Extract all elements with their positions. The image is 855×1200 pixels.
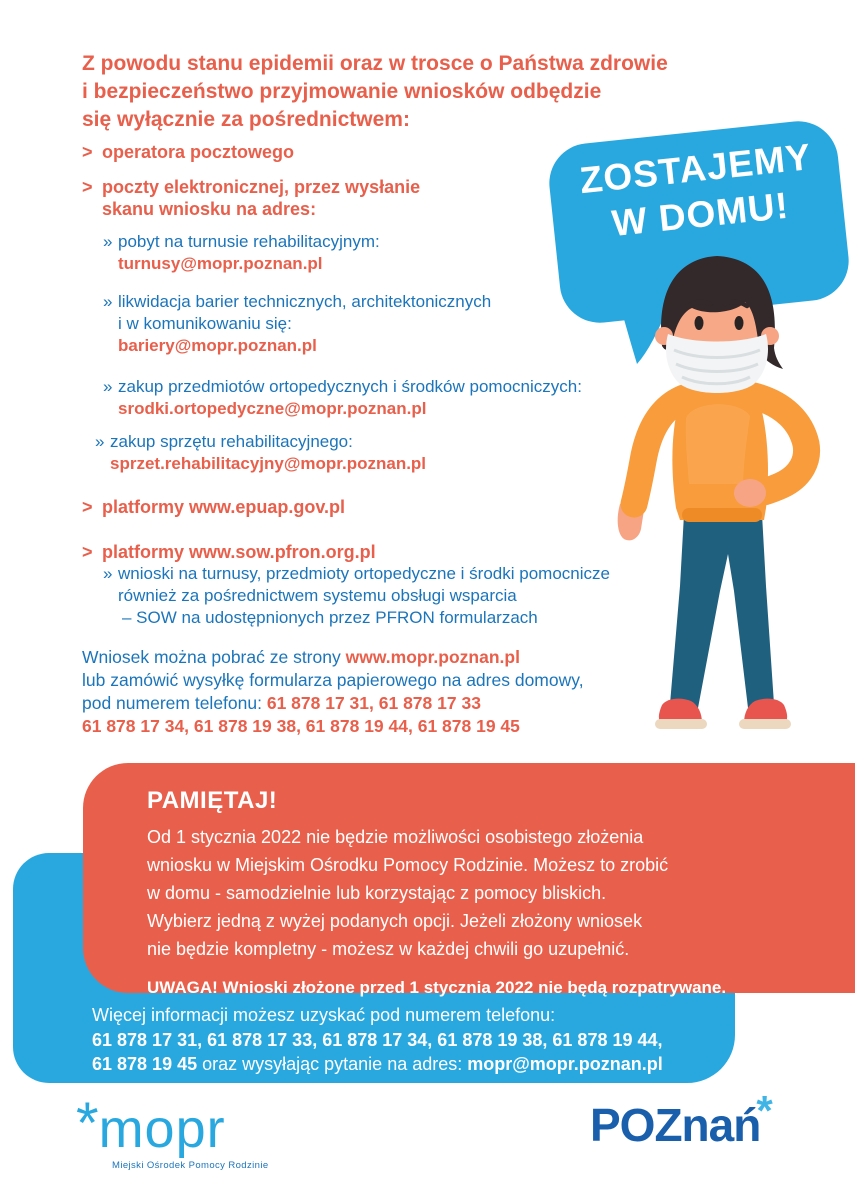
- chevron-bullet-icon: >: [82, 142, 93, 162]
- download-info: [82, 646, 584, 738]
- sow-note-line: wnioski na turnusy, przedmioty ortopedyczne i środki pomocnicze: [118, 564, 610, 583]
- mail-item-srodki: [103, 376, 582, 420]
- poznan-logo-text: POZnań: [590, 1099, 761, 1151]
- info-phone-numbers: 61 878 17 31, 61 878 17 33, 61 878 17 34, 61 878 19 38, 61 878 19 44,: [92, 1029, 663, 1050]
- guillemet-bullet-icon: »: [103, 292, 113, 311]
- guillemet-bullet-icon: »: [103, 232, 113, 251]
- download-text: Wniosek można pobrać ze strony: [82, 647, 346, 667]
- phone-numbers: 61 878 17 31, 61 878 17 33: [266, 693, 481, 713]
- mopr-logo-text: mopr: [98, 1099, 226, 1159]
- intro-line: się wyłącznie za pośrednictwem:: [82, 108, 410, 131]
- asterisk-icon: *: [76, 1091, 99, 1156]
- guillemet-bullet-icon: »: [95, 432, 105, 451]
- chevron-bullet-icon: >: [82, 497, 93, 517]
- channel-label: poczty elektronicznej, przez wysłanie: [102, 177, 421, 197]
- reminder-title: PAMIĘTAJ!: [147, 787, 278, 814]
- reminder-line: Wybierz jedną z wyżej podanych opcji. Jeżeli złożony wniosek: [147, 911, 643, 931]
- email-address: sprzet.rehabilitacyjny@mopr.poznan.pl: [110, 454, 427, 473]
- website-link: www.mopr.poznan.pl: [345, 647, 520, 667]
- reminder-line: wniosku w Miejskim Ośrodku Pomocy Rodzinie. Możesz to zrobić: [147, 855, 669, 875]
- chevron-bullet-icon: >: [82, 542, 93, 562]
- mail-item-label: zakup sprzętu rehabilitacyjnego:: [110, 432, 353, 451]
- mail-item-bariery: [103, 291, 491, 357]
- chevron-bullet-icon: >: [82, 177, 93, 197]
- reminder-box: [83, 763, 855, 997]
- info-phone-numbers: 61 878 19 45: [92, 1054, 198, 1074]
- left-shoe-sole: [655, 719, 707, 729]
- email-address: srodki.ortopedyczne@mopr.poznan.pl: [118, 399, 427, 418]
- sow-note-line: również za pośrednictwem systemu obsługi wsparcia: [118, 586, 517, 605]
- reminder-line: w domu - samodzielnie lub korzystając z pomocy bliskich.: [147, 883, 607, 903]
- channel-label: skanu wniosku na adres:: [102, 199, 317, 219]
- right-fist: [734, 479, 766, 507]
- left-eye: [695, 316, 704, 330]
- channel-label: operatora pocztowego: [102, 142, 295, 162]
- right-eye: [735, 316, 744, 330]
- mail-item-label: zakup przedmiotów ortopedycznych i środków pomocniczych:: [118, 377, 582, 396]
- intro-line: i bezpieczeństwo przyjmowanie wniosków odbędzie: [82, 80, 602, 103]
- mail-item-label: i w komunikowaniu się:: [118, 314, 292, 333]
- mopr-logo: [76, 1091, 269, 1171]
- channel-item-email: [82, 176, 420, 220]
- reminder-body: [147, 823, 825, 963]
- bubble-line: W DOMU!: [609, 184, 791, 245]
- sweater-hem: [682, 508, 762, 522]
- download-text: pod numerem telefonu:: [82, 693, 267, 713]
- mail-item-label: pobyt na turnusie rehabilitacyjnym:: [118, 232, 380, 251]
- asterisk-icon: *: [756, 1087, 773, 1134]
- email-address: turnusy@mopr.poznan.pl: [118, 254, 323, 273]
- email-address: mopr@mopr.poznan.pl: [467, 1054, 663, 1074]
- right-shoe-sole: [739, 719, 791, 729]
- sow-note-line: – SOW na udostępnionych przez PFRON formularzach: [122, 608, 538, 627]
- channel-item-postal: [82, 141, 294, 163]
- guillemet-bullet-icon: »: [103, 377, 113, 396]
- sow-note: [103, 563, 610, 629]
- platform-item-sow: [82, 541, 376, 563]
- download-text: lub zamówić wysyłkę formularza papierowego na adres domowy,: [82, 670, 584, 690]
- platform-label: platformy www.sow.pfron.org.pl: [102, 542, 376, 562]
- poznan-logo: [590, 1087, 777, 1152]
- info-line: Więcej informacji możesz uzyskać pod numerem telefonu:: [92, 1005, 556, 1025]
- reminder-line: Od 1 stycznia 2022 nie będzie możliwości osobistego złożenia: [147, 827, 644, 847]
- bubble-line: ZOSTAJEMY: [577, 136, 814, 202]
- pants: [670, 514, 774, 708]
- sweater-highlight: [686, 404, 750, 484]
- platform-label: platformy www.epuap.gov.pl: [102, 497, 346, 517]
- intro-line: Z powodu stanu epidemii oraz w trosce o Państwa zdrowie: [82, 52, 668, 75]
- platform-item-epuap: [82, 496, 345, 518]
- guillemet-bullet-icon: »: [103, 564, 113, 583]
- mail-item-turnus: [103, 231, 380, 275]
- reminder-line: nie będzie kompletny - możesz w każdej chwili go uzupełnić.: [147, 939, 630, 959]
- info-line: oraz wysyłając pytanie na adres:: [197, 1054, 468, 1074]
- email-address: bariery@mopr.poznan.pl: [118, 336, 317, 355]
- reminder-warning: UWAGA! Wnioski złożone przed 1 stycznia 2022 nie będą rozpatrywane.: [147, 978, 727, 997]
- mail-item-sprzet: [95, 431, 426, 475]
- info-box-text: [92, 1003, 663, 1077]
- person-illustration: [598, 246, 828, 746]
- mail-item-label: likwidacja barier technicznych, architektonicznych: [118, 292, 492, 311]
- mopr-logo-tagline: Miejski Ośrodek Pomocy Rodzinie: [112, 1160, 269, 1171]
- phone-numbers: 61 878 17 34, 61 878 19 38, 61 878 19 44, 61 878 19 45: [82, 716, 520, 736]
